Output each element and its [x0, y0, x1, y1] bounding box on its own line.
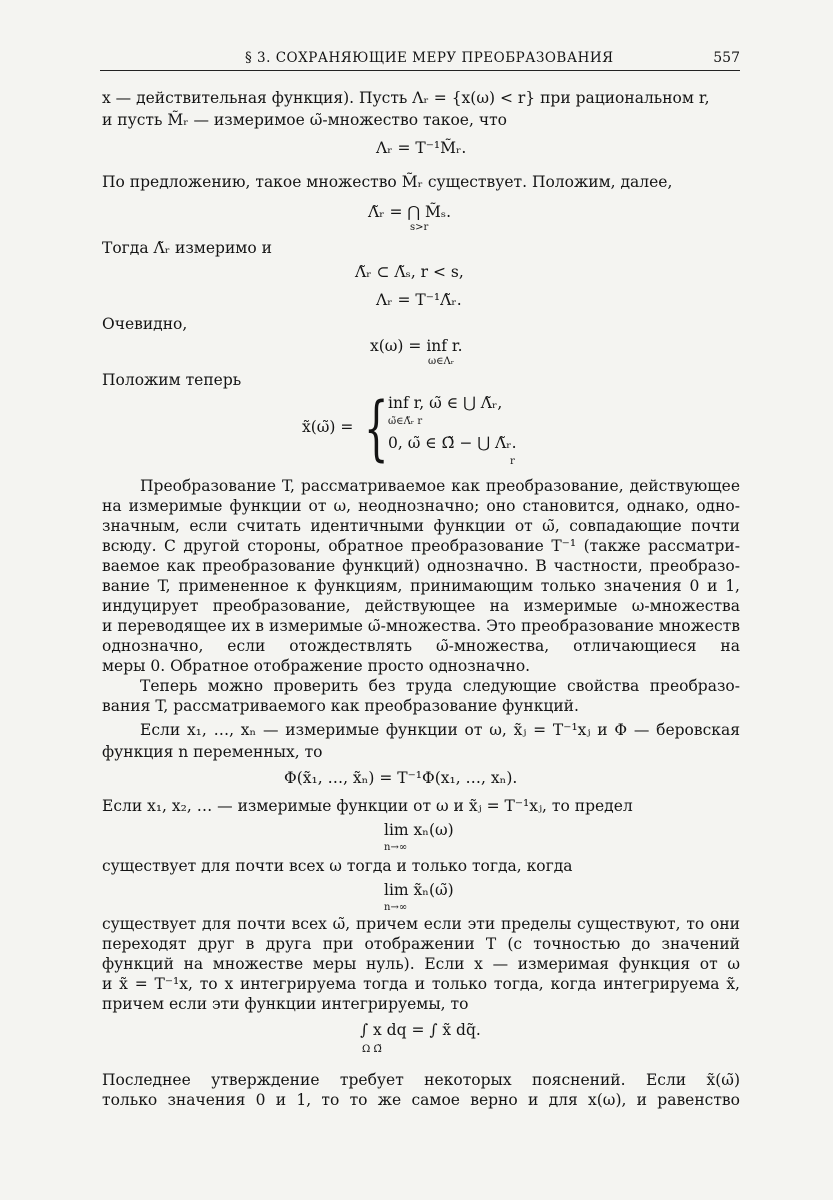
text-line: По предложению, такое множество M̃ᵣ существует. Положим, далее, [102, 173, 673, 191]
case-subscript: ω̃∈Λ̃ᵣ r [388, 416, 423, 427]
text-line: Преобразование T, рассматриваемое как преобразование, действующее [140, 477, 740, 495]
equation: Λ̃ᵣ ⊂ Λ̃ₛ, r < s, [355, 263, 464, 281]
text-line: всюду. С другой стороны, обратное преобразование T⁻¹ (также рассматри- [102, 537, 740, 555]
equation-subscript: s>r [410, 222, 429, 233]
equation-subscript: Ω Ω̃ [362, 1044, 382, 1055]
equation: Λ̃ᵣ = ⋂ M̃ₛ. [368, 203, 452, 221]
text-line: Тогда Λ̃ᵣ измеримо и [102, 239, 272, 257]
text-line: функций на множестве меры нуль). Если x — измеримая функция от ω [102, 955, 740, 973]
text-line: однозначно, если отождествлять ω̃-множества, отличающиеся на [102, 637, 740, 655]
text-line: Положим теперь [102, 371, 242, 389]
text-line: и переводящее их в измеримые ω̃-множества. Это преобразование множеств [102, 617, 740, 635]
text-line: существует для почти всех ω тогда и только тогда, когда [102, 857, 573, 875]
text-line: Теперь можно проверить без труда следующие свойства преобразо- [140, 677, 740, 695]
text-line: Очевидно, [102, 315, 188, 333]
case-subscript: r [510, 456, 515, 467]
piecewise-equation [302, 388, 582, 468]
page-number: 557 [713, 50, 740, 66]
text-line: Последнее утверждение требует некоторых пояснений. Если x̃(ω̃) [102, 1071, 740, 1089]
text-line: переходят друг в друга при отображении T (с точностью до значений [102, 935, 740, 953]
text-line: Если x₁, …, xₙ — измеримые функции от ω, x̃ⱼ = T⁻¹xⱼ и Φ — беровская [140, 721, 740, 739]
brace: { [364, 387, 389, 469]
case-row: 0, ω̃ ∈ Ω̃ − ⋃ Λ̃ᵣ. [388, 434, 517, 452]
text-line: x — действительная функция). Пусть Λᵣ = {x(ω) < r} при рациональном r, [102, 89, 710, 107]
equation-subscript: n→∞ [384, 842, 408, 853]
equation: Φ(x̃₁, …, x̃ₙ) = T⁻¹Φ(x₁, …, xₙ). [284, 769, 518, 787]
equation: x(ω) = inf r. [370, 337, 463, 355]
text-line: только значения 0 и 1, то то же самое верно и для x(ω), и равенство [102, 1091, 740, 1109]
case-row: inf r, ω̃ ∈ ⋃ Λ̃ᵣ, [388, 394, 503, 412]
section-title: § 3. СОХРАНЯЮЩИЕ МЕРУ ПРЕОБРАЗОВАНИЯ [245, 50, 614, 66]
text-line: и x̃ = T⁻¹x, то x интегрируема тогда и только тогда, когда интегрируема x̃, [102, 975, 740, 993]
running-header [100, 50, 740, 70]
equation: lim x̃ₙ(ω̃) [384, 881, 454, 899]
text-line: существует для почти всех ω̃, причем если эти пределы существуют, то они [102, 915, 740, 933]
equation: Λᵣ = T⁻¹M̃ᵣ. [376, 139, 467, 157]
equation: Λᵣ = T⁻¹Λ̃ᵣ. [376, 291, 462, 309]
equation-subscript: n→∞ [384, 902, 408, 913]
text-line: причем если эти функции интегрируемы, то [102, 995, 469, 1013]
text-line: Если x₁, x₂, … — измеримые функции от ω и x̃ⱼ = T⁻¹xⱼ, то предел [102, 797, 633, 815]
text-line: значным, если считать идентичными функции от ω̃, совпадающие почти [102, 517, 740, 535]
equation: lim xₙ(ω) [384, 821, 454, 839]
text-line: ваемое как преобразование функций) однозначно. В частности, преобразо- [102, 557, 740, 575]
text-line: вания T, рассматриваемого как преобразование функций. [102, 697, 579, 715]
text-line: вание T, примененное к функциям, принимающим только значения 0 и 1, [102, 577, 740, 595]
text-line: индуцирует преобразование, действующее на измеримые ω-множества [102, 597, 740, 615]
equation-subscript: ω∈Λᵣ [428, 356, 455, 367]
equation: ∫ x dq = ∫ x̃ dq̃. [360, 1021, 481, 1039]
header-rule [100, 70, 740, 71]
text-line: функция n переменных, то [102, 743, 323, 761]
text-line: меры 0. Обратное отображение просто однозначно. [102, 657, 531, 675]
case-lhs: x̃(ω̃) = [302, 418, 354, 436]
text-line: на измеримые функции от ω, неоднозначно; оно становится, однако, одно- [102, 497, 740, 515]
text-line: и пусть M̃ᵣ — измеримое ω̃-множество такое, что [102, 111, 507, 129]
